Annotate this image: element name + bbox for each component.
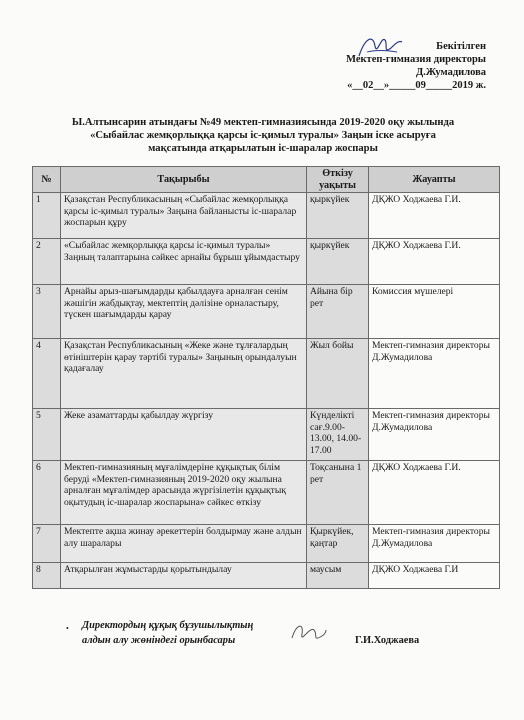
approval-director-name: Д.Жумадилова [415,67,486,78]
table-row [33,409,500,461]
row-topic: Атқарылған жұмыстарды қорытындылау [61,563,307,589]
row-number: 1 [33,193,61,239]
row-time: маусым [307,563,369,589]
approval-title: Бекітілген [436,41,486,52]
row-number: 6 [33,461,61,525]
table-row [33,193,500,239]
row-number: 2 [33,239,61,285]
table-row [33,285,500,339]
table-row [33,563,500,589]
document-title [28,116,498,155]
footer-line-2: алдын алу жөніндегі орынбасары [82,635,236,646]
row-number: 8 [33,563,61,589]
row-responsible: Мектеп-гимназия директоры Д.Жумадилова [369,409,500,461]
approval-date: «__02__»_____09_____2019 ж. [347,80,486,91]
row-responsible: ДҚЖО Ходжаева Г.И [369,563,500,589]
row-topic: Мектепте ақша жинау әрекеттерін болдырмау және алдын алу шаралары [61,525,307,563]
table-row [33,461,500,525]
row-number: 3 [33,285,61,339]
footer-signatory-name: Г.И.Ходжаева [355,635,420,646]
row-responsible: Мектеп-гимназия директоры Д.Жумадилова [369,525,500,563]
header-time: Өткізу уақыты [307,167,369,193]
row-number: 7 [33,525,61,563]
table-row [33,525,500,563]
row-topic: Жеке азаматтарды қабылдау жүргізу [61,409,307,461]
header-responsible: Жауапты [369,167,500,193]
row-responsible: Мектеп-гимназия директоры Д.Жумадилова [369,339,500,409]
footer-position [82,618,253,648]
header-topic: Тақырыбы [61,167,307,193]
row-time: Тоқсанына 1 рет [307,461,369,525]
table-header-row [33,167,500,193]
row-number: 4 [33,339,61,409]
row-responsible: Комиссия мүшелері [369,285,500,339]
row-time: қыркүйек [307,193,369,239]
row-topic: Мектеп-гимназияның мұғалімдеріне құқықтық білім беруді «Мектеп-гимназияның 2019-2020 оқу жылына арналған мұғалімдер арасында жүргізілетін құқықтық оқытудың іс-шаралар жоспарына» сәйкес өткізу [61,461,307,525]
row-time: Күнделікті сағ.9.00-13.00, 14.00-17.00 [307,409,369,461]
row-time: қыркүйек [307,239,369,285]
footer-line-1: Директордың құқық бұзушылықтың [82,620,254,631]
row-topic: Арнайы арыз-шағымдарды қабылдауға арналған сенім жәшігін жабдықтау, мектептің дәлізіне орналастыру, түскен шағымдарды қарау [61,285,307,339]
row-time: Айына бір рет [307,285,369,339]
header-number: № [33,167,61,193]
approval-position: Мектеп-гимназия директоры [346,54,486,65]
table-row [33,239,500,285]
row-topic: «Сыбайлас жемқорлыққа қарсы іс-қимыл туралы» Заңның талаптарына сәйкес арнайы бұрыш ұйымдастыру [61,239,307,285]
footer-bullet: • [66,624,69,633]
row-number: 5 [33,409,61,461]
title-line-1: Ы.Алтынсарин атындағы №49 мектеп-гимназиясында 2019-2020 оқу жылында [71,117,455,128]
table-row [33,339,500,409]
row-time: Қыркүйек, қаңтар [307,525,369,563]
row-topic: Қазақстан Республикасының «Жеке және тұлғалардың өтініштерін қарау тәртібі туралы» Заңының орындалуын қадағалау [61,339,307,409]
deputy-signature [288,618,328,648]
row-time: Жыл бойы [307,339,369,409]
director-signature [355,30,405,64]
plan-table [32,166,500,589]
row-topic: Қазақстан Республикасының «Сыбайлас жемқорлыққа қарсы іс-қимыл туралы» Заңына байланысты іс-шаралар жоспарын құру [61,193,307,239]
title-line-3: мақсатында атқарылатын іс-шаралар жоспары [148,143,378,154]
row-responsible: ДҚЖО Ходжаева Г.И. [369,193,500,239]
title-line-2: «Сыбайлас жемқорлыққа қарсы іс-қимыл туралы» Заңын іске асыруға [90,130,436,141]
row-responsible: ДҚЖО Ходжаева Г.И. [369,461,500,525]
row-responsible: ДҚЖО Ходжаева Г.И. [369,239,500,285]
